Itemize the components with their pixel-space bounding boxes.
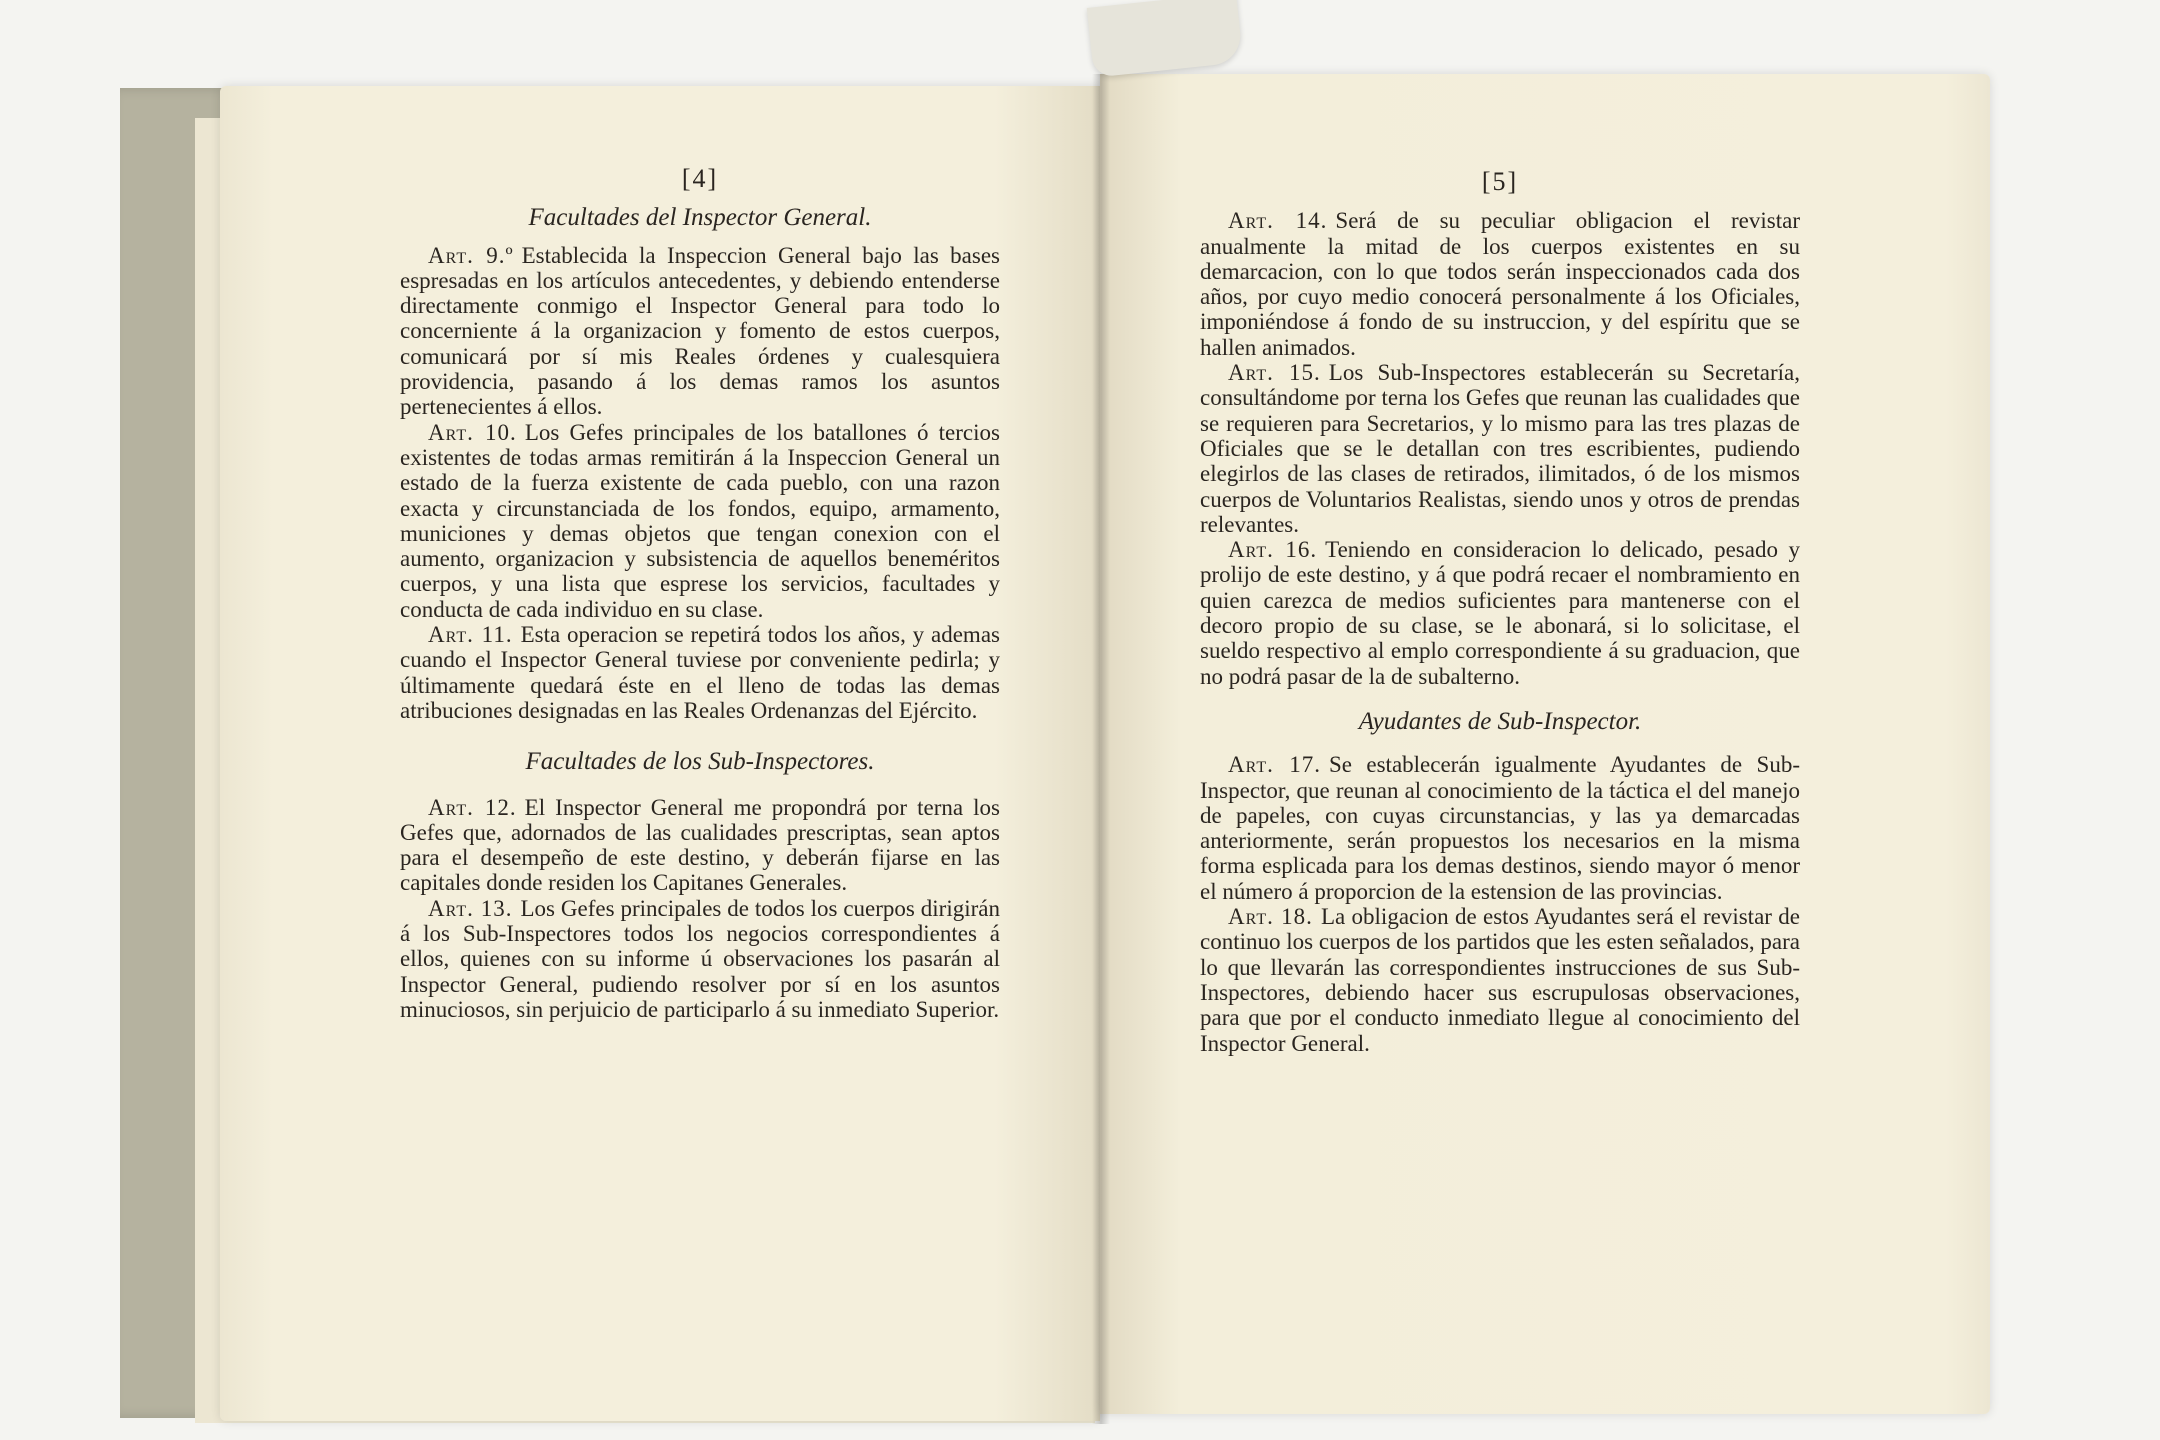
article-label: Art. 14. — [1228, 208, 1328, 234]
article-16 — [1200, 537, 1800, 689]
article-text: Teniendo en consideracion lo delicado, pesado y prolijo de este destino, y á que podrá recaer el nombramiento en quien carezca de medios suficientes para mantenerse con el decoro propio de su clase, se le abonará, si lo solicitase, el sueldo respectivo al emplo correspondiente á su graduacion, que no podrá pasar de la de subalterno. — [1200, 537, 1800, 689]
left-page — [220, 86, 1100, 1421]
article-label: Art. 10. — [428, 419, 517, 445]
article-text: Esta operacion se repetirá todos los años, y ademas cuando el Inspector General tuviese por conveniente pedirla; y últimamente quedará éste en el lleno de todas las demas atribuciones designadas en las Reales Ordenanzas del Ejército. — [400, 622, 1000, 723]
article-text: Los Sub-Inspectores establecerán su Secretaría, consultándome por terna los Gefes que reunan las cualidades que se requieren para Secretarios, y lo mismo para las tres plazas de Oficiales que se le detallan con tres escribientes, pudiendo elegirlos de las clases de retirados, ilimitados, ó de los mismos cuerpos de Voluntarios Realistas, siendo unos y otros de prendas relevantes. — [1200, 360, 1800, 537]
article-17 — [1200, 752, 1800, 904]
article-text: Establecida la Inspeccion General bajo las bases espresadas en los artículos antecedentes, y debiendo entenderse directamente conmigo el Inspector General para todo lo concerniente á la organizacion y fomento de estos cuerpos, comunicará por sí mis Reales órdenes y cualesquiera providencia, pasando á los demas ramos los asuntos pertenecientes á ellos. — [400, 242, 1000, 420]
article-10 — [400, 420, 1000, 622]
article-label: Art. 16. — [1228, 537, 1318, 563]
article-label: Art. 18. — [1228, 904, 1313, 930]
left-page-content — [400, 166, 1000, 1022]
article-label: Art. 17. — [1228, 752, 1321, 778]
article-text: La obligacion de estos Ayudantes será el revistar de continuo los cuerpos de los partidos que les esten señalados, para lo que llevarán las correspondientes instrucciones de sus Sub-Inspectores, debiendo hacer sus escrupulosas observaciones, para que por el conducto inmediato llegue al conocimiento del Inspector General. — [1200, 904, 1800, 1056]
book-gutter — [1092, 74, 1110, 1424]
spine-paper-tab — [1087, 0, 1243, 78]
section-heading-sub-inspectores: Facultades de los Sub-Inspectores. — [525, 748, 875, 776]
article-15 — [1200, 360, 1800, 537]
article-label: Art. 9.º — [428, 242, 514, 268]
article-text: Se establecerán igualmente Ayudantes de Sub-Inspector, que reunan al conocimiento de la táctica el del manejo de papeles, con cuyas circunstancias, y las ya demarcadas anteriormente, serán propuestos los necesarios en la misma forma esplicada para los demas destinos, siendo mayor ó menor el número á proporcion de la estension de las provincias. — [1200, 752, 1800, 904]
right-page-content — [1200, 169, 1800, 1056]
article-text: Los Gefes principales de todos los cuerpos dirigirán á los Sub-Inspectores todos los negocios correspondientes á ellos, quienes con su informe ú observaciones los pasarán al Inspector General, pudiendo resolver por sí en los asuntos minuciosos, sin perjuicio de participarlo á su inmediato Superior. — [400, 895, 1000, 1022]
article-text: El Inspector General me propondrá por terna los Gefes que, adornados de las cualidades prescriptas, sean aptos para el desempeño de este destino, y deberán fijarse en las capitales donde residen los Capitanes Generales. — [400, 794, 1000, 896]
page-number-left: [4] — [681, 164, 719, 193]
section-heading-inspector-general: Facultades del Inspector General. — [528, 204, 872, 232]
article-14 — [1200, 208, 1800, 360]
article-text: Será de su peculiar obligacion el revistar anualmente la mitad de los cuerpos existentes en su demarcacion, con lo que todos serán inspeccionados cada dos años, por cuyo medio conocerá personalmente á los Oficiales, imponiéndose á fondo de su instruccion, y del espíritu que se hallen animados. — [1200, 208, 1800, 360]
article-11 — [400, 622, 1000, 723]
article-text: Los Gefes principales de los batallones ó tercios existentes de todas armas remitirán á la Inspeccion General un estado de la fuerza existente de cada pueblo, con una razon exacta y circunstanciada de los fondos, equipo, armamento, municiones y demas objetos que tengan conexion con el aumento, organizacion y subsistencia de aquellos beneméritos cuerpos, y una lista que esprese los servicios, facultades y conducta de cada individuo en su clase. — [400, 419, 1000, 622]
article-18 — [1200, 904, 1800, 1056]
article-9 — [400, 243, 1000, 420]
article-12 — [400, 795, 1000, 896]
article-label: Art. 13. — [428, 895, 513, 921]
right-page — [1100, 74, 1990, 1414]
article-label: Art. 15. — [1228, 360, 1321, 386]
article-13 — [400, 896, 1000, 1022]
article-label: Art. 11. — [428, 622, 513, 648]
article-label: Art. 12. — [428, 794, 517, 820]
section-heading-ayudantes: Ayudantes de Sub-Inspector. — [1358, 707, 1642, 735]
page-number-right: [5] — [1481, 167, 1519, 196]
